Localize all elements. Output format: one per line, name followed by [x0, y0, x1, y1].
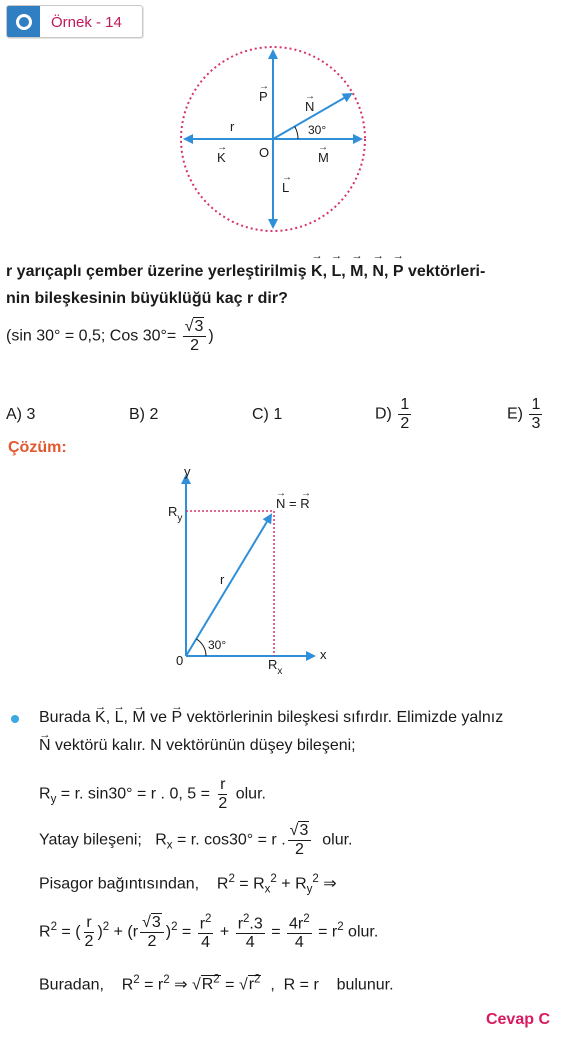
label-r: r	[230, 119, 235, 134]
ry-equation: $R_y = r$. sin30° = r . 0, 5 = $\frac{r}{2}$ olur.	[39, 776, 266, 812]
given-values: (sin 30° = 0,5; Cos 30°= $\frac{√3}{2}$ )	[6, 318, 214, 354]
arrow-l: →	[282, 172, 292, 183]
solution-line-1: Burada → K, → L, → M ve → P vektörlerinin bileşkesi sıfırdır. Elimizde yalnız	[39, 709, 503, 727]
label-r-2: r	[220, 572, 225, 587]
label-ry: $R_y$	[168, 504, 183, 524]
question-text	[6, 258, 552, 312]
label-y: y	[184, 464, 191, 479]
circle-icon	[7, 6, 40, 37]
cos30-fraction: $\frac{√3}{2}$	[183, 318, 207, 354]
label-n-equals-r: N = R	[276, 496, 310, 511]
arrow-n: →	[305, 91, 315, 102]
vector-m-label: → M	[350, 258, 363, 285]
solution-title: Çözüm:	[8, 439, 67, 456]
answer-label: Cevap C	[485, 1011, 550, 1028]
vector-k-label: → K	[311, 258, 323, 285]
angle-arc-2	[196, 639, 206, 656]
label-rx: $R_x$	[268, 657, 283, 677]
label-m: M	[318, 150, 329, 165]
question-line-2: nin bileşkesinin büyüklüğü kaç r dir?	[6, 290, 288, 307]
label-k: K	[217, 150, 226, 165]
label-angle: 30°	[308, 123, 327, 137]
label-x: x	[320, 647, 327, 662]
expansion-equation: $R^2$ = ( $\frac{r}{2}$ )$^2$ + (r $\frac{√3}{2}$ )$^2$ = $\frac{r^2}{4}$ + $\frac{r^2.3}{4}$ = $\frac{4r^2}{4}$ = $r^2$ olur.	[39, 913, 379, 951]
label-n: N	[305, 99, 315, 114]
vector-l-label: → L	[332, 258, 342, 285]
arrow-k: →	[217, 142, 227, 153]
label-angle-2: 30°	[208, 638, 227, 652]
arrow-n-2: →	[276, 488, 286, 499]
option-a[interactable]: A) 3	[6, 406, 36, 423]
vector-p-label: → P	[393, 258, 404, 285]
arrow-p: →	[259, 81, 269, 92]
vector-n-r	[186, 515, 271, 656]
label-l: L	[282, 180, 290, 195]
solution-line-2: → N vektörü kalır. N vektörünün düşey bileşeni;	[39, 737, 356, 755]
vector-n-label: → N	[372, 258, 384, 285]
vector-circle-figure	[170, 42, 380, 242]
angle-arc	[295, 127, 298, 140]
option-b[interactable]: B) 2	[129, 406, 159, 423]
example-label: Örnek - 14	[51, 14, 122, 31]
arrow-m: →	[318, 142, 328, 153]
result-equation: Buradan, $R^2 = r^2$ ⇒ $√R^2 = √r^2$ , R = r bulunur.	[39, 974, 394, 994]
label-o: O	[259, 145, 270, 160]
component-figure	[160, 462, 340, 682]
label-p: P	[259, 89, 268, 104]
rx-equation: Yatay bileşeni; $R_x = r$. cos30° = r . $\frac{√3}{2}$ olur.	[39, 822, 353, 858]
label-origin: 0	[176, 653, 184, 668]
pythagoras-equation: Pisagor bağıntısından, $R^2 = R_x^2 + R_y^2$ ⇒	[39, 873, 337, 896]
example-badge	[6, 5, 143, 38]
bullet-dot	[11, 715, 19, 723]
arrow-r-2: →	[301, 488, 311, 499]
option-e[interactable]: E) $\frac{1}{3}$	[507, 396, 541, 432]
question-line-1: r yarıçaplı çember üzerine yerleştirilmiş → K, → L, → M, → N, → P vektörleri-	[6, 258, 552, 285]
option-d[interactable]: D) $\frac{1}{2}$	[375, 396, 410, 432]
option-c[interactable]: C) 1	[252, 406, 283, 423]
